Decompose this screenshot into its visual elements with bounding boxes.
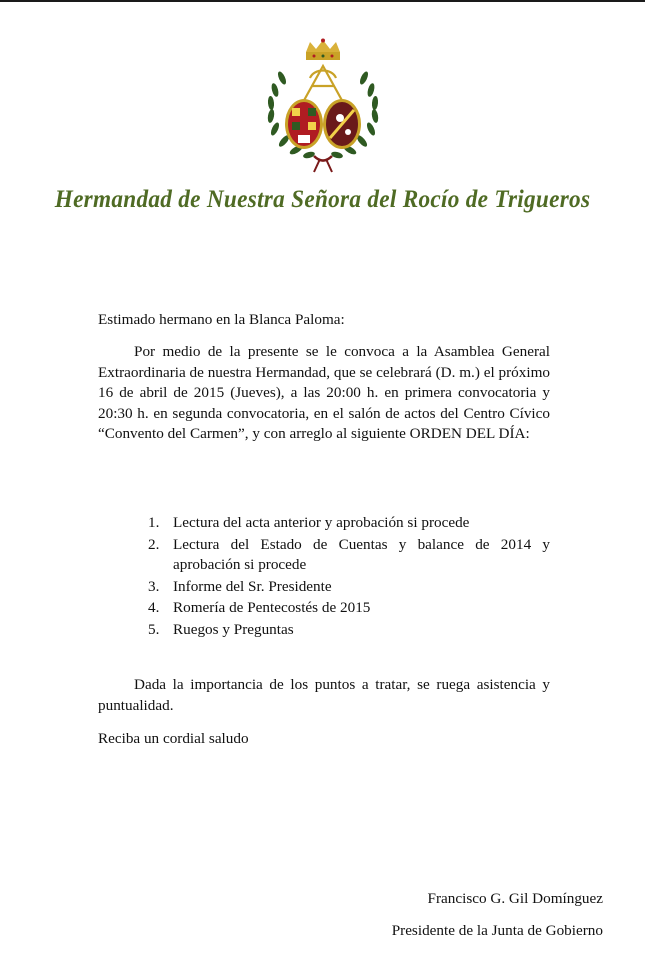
letter-importance-paragraph: Dada la importancia de los puntos a tratar, se ruega asistencia y puntualidad. (98, 676, 550, 714)
agenda-list (142, 513, 550, 641)
agenda-item (142, 513, 550, 534)
brotherhood-crest-icon (262, 38, 384, 174)
agenda-item-text: Informe del Sr. Presidente (173, 577, 332, 595)
agenda-item-number: 1. (148, 514, 160, 531)
signature-title: Presidente de la Junta de Gobierno (391, 922, 603, 939)
agenda-item-text: Romería de Pentecostés de 2015 (173, 599, 371, 616)
letter-intro-paragraph: Por medio de la presente se le convoca a la Asamblea General Extraordinaria de nuestra Hermandad, que se celebrará (D. m.) el próximo 16 de abril de 2015 (Jueves), a las 20:00 h. en primera convocatoria y 20:30 h. en segunda convocatoria, en el salón de actos del Centro Cívico “Convento del Carmen”, y con arreglo al siguiente ORDEN DEL DÍA: (98, 343, 550, 442)
left-shield-icon (285, 99, 323, 149)
agenda-item (142, 620, 550, 641)
agenda-item-number: 4. (148, 599, 160, 616)
agenda-item (142, 535, 550, 576)
crown-icon (306, 39, 340, 61)
agenda-item-number: 2. (148, 535, 160, 553)
signature-name: Francisco G. Gil Domínguez (427, 890, 603, 907)
top-border-rule (0, 0, 645, 2)
marian-monogram-icon (302, 66, 344, 104)
agenda-item-number: 5. (148, 620, 160, 638)
letter-greeting: Estimado hermano en la Blanca Paloma: (98, 311, 345, 328)
agenda-item-text: Ruegos y Preguntas (173, 620, 294, 638)
ribbon-icon (314, 156, 332, 172)
agenda-item (142, 577, 550, 598)
agenda-item-text: Lectura del acta anterior y aprobación si procede (173, 514, 470, 531)
agenda-item-text: Lectura del Estado de Cuentas y balance de 2014 y aprobación si procede (173, 535, 550, 573)
right-shield-icon (323, 99, 361, 149)
agenda-item (142, 598, 550, 619)
brotherhood-name: Hermandad de Nuestra Señora del Rocío de Trigueros (54, 186, 591, 213)
letter-closing: Reciba un cordial saludo (98, 730, 249, 747)
agenda-item-number: 3. (148, 577, 160, 595)
